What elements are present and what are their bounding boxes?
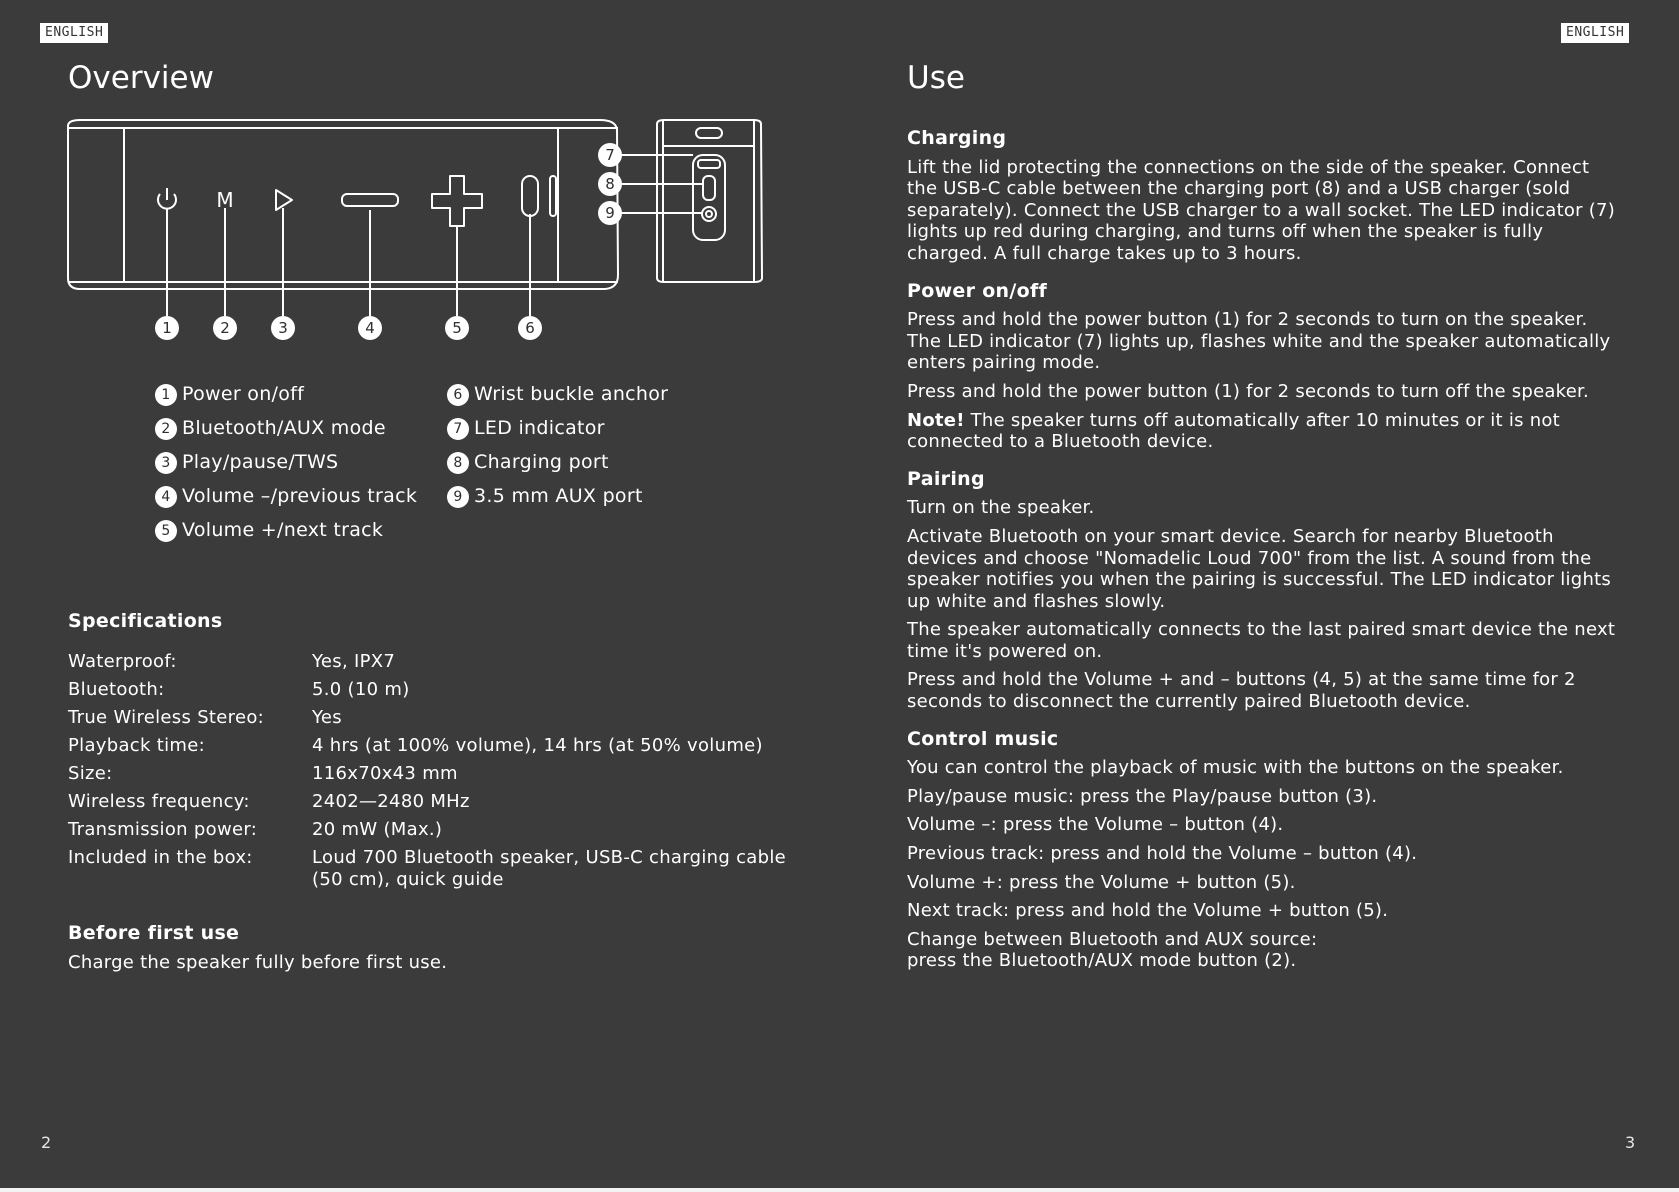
language-tag-left: ENGLISH bbox=[40, 23, 108, 43]
table-row bbox=[68, 735, 792, 763]
spec-value: Yes, IPX7 bbox=[312, 651, 396, 672]
callout-7: 7 bbox=[605, 146, 615, 164]
spec-value: 5.0 (10 m) bbox=[312, 679, 410, 700]
power-section bbox=[907, 281, 1617, 453]
control-text-7 bbox=[907, 929, 1617, 972]
pairing-text-2: Activate Bluetooth on your smart device. Search for nearby Bluetooth devices and choose "Nomadelic Loud 700" from the list. A sound from the speaker notifies you when the pairing is successful. The LED indicator lights up white and flashes slowly. bbox=[907, 525, 1612, 612]
overview-title: Overview bbox=[68, 60, 214, 96]
page-edge bbox=[0, 1188, 1679, 1192]
pairing-text-3: The speaker automatically connects to the last paired smart device the next time it's powered on. bbox=[907, 619, 1616, 662]
control-text-1: You can control the playback of music with the buttons on the speaker. bbox=[907, 757, 1564, 779]
legend-item bbox=[155, 377, 417, 411]
legend-label: Bluetooth/AUX mode bbox=[182, 417, 386, 439]
callout-9: 9 bbox=[605, 204, 615, 222]
speaker-diagram bbox=[60, 110, 780, 360]
legend-label: Wrist buckle anchor bbox=[474, 383, 669, 405]
callout-4: 4 bbox=[365, 319, 375, 337]
power-note bbox=[907, 410, 1617, 453]
language-tag-right: ENGLISH bbox=[1561, 23, 1629, 43]
spec-key: Waterproof: bbox=[68, 651, 177, 672]
use-content bbox=[907, 128, 1617, 988]
callout-3: 3 bbox=[278, 319, 288, 337]
table-row bbox=[68, 763, 792, 791]
legend-label: Play/pause/TWS bbox=[182, 451, 339, 473]
power-text-2: Press and hold the power button (1) for 2 seconds to turn off the speaker. bbox=[907, 380, 1589, 402]
spec-value: 116x70x43 mm bbox=[312, 763, 458, 784]
control-heading: Control music bbox=[907, 727, 1059, 750]
pairing-section bbox=[907, 469, 1617, 713]
before-first-use-heading: Before first use bbox=[68, 922, 240, 944]
table-row bbox=[68, 819, 792, 847]
control-text-3: Volume –: press the Volume – button (4). bbox=[907, 814, 1284, 836]
spec-value: Loud 700 Bluetooth speaker, USB-C charging cable (50 cm), quick guide bbox=[312, 847, 787, 890]
table-row bbox=[68, 847, 792, 891]
legend-item bbox=[155, 445, 417, 479]
volume-plus-icon bbox=[432, 176, 482, 226]
spec-value: 20 mW (Max.) bbox=[312, 819, 443, 840]
legend-item bbox=[155, 411, 417, 445]
wrist-anchor-icon bbox=[522, 176, 556, 216]
legend-num: 2 bbox=[155, 418, 177, 440]
charging-text: Lift the lid protecting the connections on the side of the speaker. Connect the USB-C cable between the charging port (8) and a USB charger (sold separately). Connect the USB charger to a wall socket. The LED indicator (7) lights up red during charging, and turns off when the speaker is fully charged. A full charge takes up to 3 hours. bbox=[907, 156, 1616, 264]
control-text-6: Next track: press and hold the Volume + button (5). bbox=[907, 900, 1389, 922]
table-row bbox=[68, 791, 792, 819]
spec-value: 4 hrs (at 100% volume), 14 hrs (at 50% volume) bbox=[312, 735, 763, 756]
spec-key: Transmission power: bbox=[68, 819, 258, 840]
page-number-left: 2 bbox=[41, 1133, 52, 1152]
legend-item bbox=[447, 445, 668, 479]
use-title: Use bbox=[907, 60, 965, 96]
spec-value: Yes bbox=[312, 707, 342, 728]
table-row bbox=[68, 651, 792, 679]
callout-2: 2 bbox=[220, 319, 230, 337]
control-text-2: Play/pause music: press the Play/pause button (3). bbox=[907, 785, 1378, 807]
legend-label: Volume –/previous track bbox=[182, 485, 418, 507]
control-section bbox=[907, 729, 1617, 972]
led-indicator-icon bbox=[696, 128, 722, 138]
page-number-right: 3 bbox=[1625, 1133, 1636, 1152]
spec-value: 2402—2480 MHz bbox=[312, 791, 470, 812]
charging-section bbox=[907, 128, 1617, 265]
legend-num: 9 bbox=[447, 486, 469, 508]
legend-num: 6 bbox=[447, 384, 469, 406]
callout-8: 8 bbox=[605, 175, 615, 193]
specifications-table bbox=[68, 651, 792, 891]
volume-minus-icon bbox=[342, 194, 398, 206]
table-row bbox=[68, 679, 792, 707]
pairing-heading: Pairing bbox=[907, 467, 985, 490]
note-text: The speaker turns off automatically after 10 minutes or it is not connected to a Bluetooth device. bbox=[907, 409, 1560, 453]
control-text-7b: press the Bluetooth/AUX mode button (2). bbox=[907, 950, 1297, 972]
play-icon bbox=[276, 190, 292, 210]
legend-item bbox=[155, 479, 417, 513]
legend-num: 1 bbox=[155, 384, 177, 406]
legend-num: 3 bbox=[155, 452, 177, 474]
legend-label: 3.5 mm AUX port bbox=[474, 485, 643, 507]
power-heading: Power on/off bbox=[907, 279, 1048, 302]
callout-1: 1 bbox=[162, 319, 172, 337]
legend-item bbox=[155, 513, 417, 547]
legend-num: 4 bbox=[155, 486, 177, 508]
spec-key: Playback time: bbox=[68, 735, 205, 756]
pairing-text-4: Press and hold the Volume + and – buttons (4, 5) at the same time for 2 seconds to disconnect the currently paired Bluetooth device. bbox=[907, 669, 1576, 713]
spec-key: Wireless frequency: bbox=[68, 791, 250, 812]
legend-label: Charging port bbox=[474, 451, 609, 473]
control-text-4: Previous track: press and hold the Volume – button (4). bbox=[907, 843, 1418, 865]
table-row bbox=[68, 707, 792, 735]
aux-port-icon bbox=[702, 207, 716, 221]
callout-6: 6 bbox=[525, 319, 535, 337]
legend-label: LED indicator bbox=[474, 417, 605, 439]
spec-key: Included in the box: bbox=[68, 847, 253, 868]
usb-c-port-icon bbox=[698, 160, 720, 200]
legend-num: 5 bbox=[155, 520, 177, 542]
specifications-heading: Specifications bbox=[68, 610, 223, 632]
spec-key: True Wireless Stereo: bbox=[68, 707, 265, 728]
legend-left bbox=[155, 377, 417, 547]
spec-key: Size: bbox=[68, 763, 113, 784]
legend-item bbox=[447, 411, 668, 445]
legend-num: 8 bbox=[447, 452, 469, 474]
before-first-use-text: Charge the speaker fully before first use. bbox=[68, 952, 448, 973]
power-icon bbox=[158, 188, 176, 209]
control-text-5: Volume +: press the Volume + button (5). bbox=[907, 871, 1296, 893]
charging-heading: Charging bbox=[907, 127, 1007, 149]
note-label: Note! bbox=[907, 409, 965, 431]
control-text-7a: Change between Bluetooth and AUX source: bbox=[907, 928, 1318, 950]
legend-num: 7 bbox=[447, 418, 469, 440]
pairing-text-1: Turn on the speaker. bbox=[907, 497, 1095, 519]
legend-right bbox=[447, 377, 668, 513]
mode-m-icon: M bbox=[216, 188, 234, 212]
legend-label: Power on/off bbox=[182, 383, 305, 405]
callout-5: 5 bbox=[452, 319, 462, 337]
legend-item bbox=[447, 377, 668, 411]
legend-label: Volume +/next track bbox=[182, 519, 384, 541]
spec-key: Bluetooth: bbox=[68, 679, 165, 700]
power-text-1: Press and hold the power button (1) for 2 seconds to turn on the speaker. The LED indicator (7) lights up, flashes white and the speaker automatically enters pairing mode. bbox=[907, 309, 1611, 374]
legend-item bbox=[447, 479, 668, 513]
